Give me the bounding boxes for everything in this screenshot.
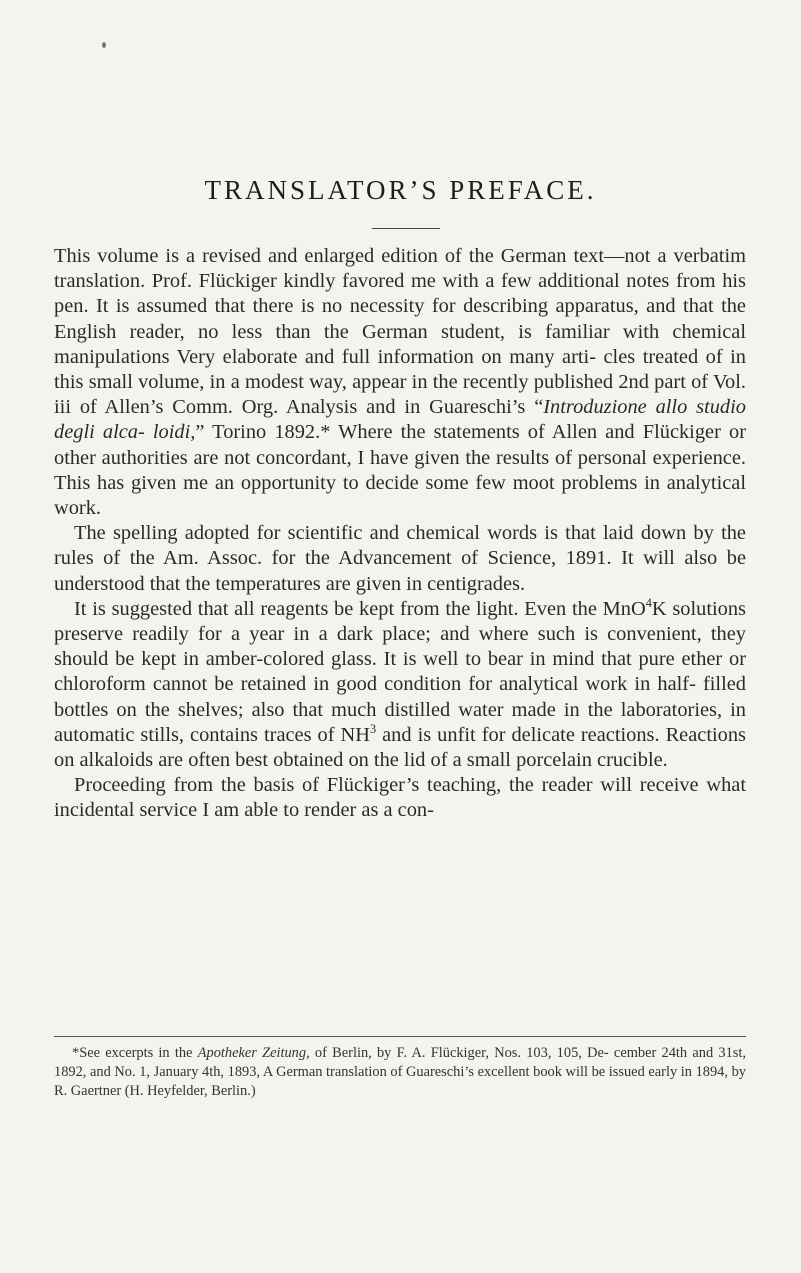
superscript-3: 3 xyxy=(370,722,377,737)
paragraph-3 xyxy=(54,597,746,773)
footnote-divider xyxy=(54,1036,746,1037)
page-title: TRANSLATOR’S PREFACE. xyxy=(204,175,597,205)
paragraph-3-text-end: and is unfit for delicate reactions. Reactions on alkaloids are often best obtained on the lid of a small porcelain crucible. xyxy=(54,723,746,772)
title-divider xyxy=(372,228,440,229)
footnote xyxy=(54,1044,746,1101)
footnote-text: *See excerpts in the xyxy=(72,1045,198,1061)
paragraph-2: The spelling adopted for scientific and chemical words is that laid down by the rules of the Am. Assoc. for the Advancement of Science, 1891. It will also be understood that the temperatures are given in centigrades. xyxy=(54,522,746,595)
book-title-italic: Introduzione allo studio degli alca- loidi, xyxy=(54,396,746,444)
paragraph-3-text-cont: K solutions preserve readily for a year in a dark place; and where such is convenient, they should be kept in amber-colored glass. It is well to bear in mind that pure ether or chloroform cannot be retained in good condition for analytical work in half- filled bottles on the shelves; also that much distilled water made in the laboratories, in automatic stills, contains traces of NH xyxy=(54,597,746,746)
paragraph-1-text-cont: ” Torino 1892.* Where the statements of Allen and Flückiger or other authorities are not concordant, I have given the results of personal experience. This has given me an opportunity to decide some few moot problems in analytical work. xyxy=(54,421,746,520)
footnote-journal-italic: Apotheker Zeitung, xyxy=(197,1045,310,1061)
paragraph-1 xyxy=(54,244,746,521)
ink-speck xyxy=(102,42,106,48)
superscript-4: 4 xyxy=(645,596,652,611)
paragraph-1-text: This volume is a revised and enlarged edition of the German text—not a verbatim translation. Prof. Flückiger kindly favored me with a few additional notes from his pen. It is assumed that there is no necessity for describing apparatus, and that the English reader, no less than the German student, is familiar with chemical manipulations Very elaborate and full information on many arti- cles treated of in this small volume, in a modest way, appear in the recently published 2nd part of Vol. iii of Allen’s Comm. Org. Analysis and in Guareschi’s “ xyxy=(54,245,746,419)
footnote-text-cont: of Berlin, by F. A. Flückiger, Nos. 103, 105, De- cember 24th and 31st, 1892, and No. 1, January 4th, 1893, A German translation of Guareschi’s excellent book will be issued early in 1894, by R. Gaertner (H. Heyfelder, Berlin.) xyxy=(54,1045,746,1099)
paragraph-4: Proceeding from the basis of Flückiger’s teaching, the reader will receive what incidental service I am able to render as a con- xyxy=(54,774,746,822)
paragraph-3-text: It is suggested that all reagents be kept from the light. Even the MnO xyxy=(74,597,646,620)
preface-body xyxy=(54,244,746,824)
